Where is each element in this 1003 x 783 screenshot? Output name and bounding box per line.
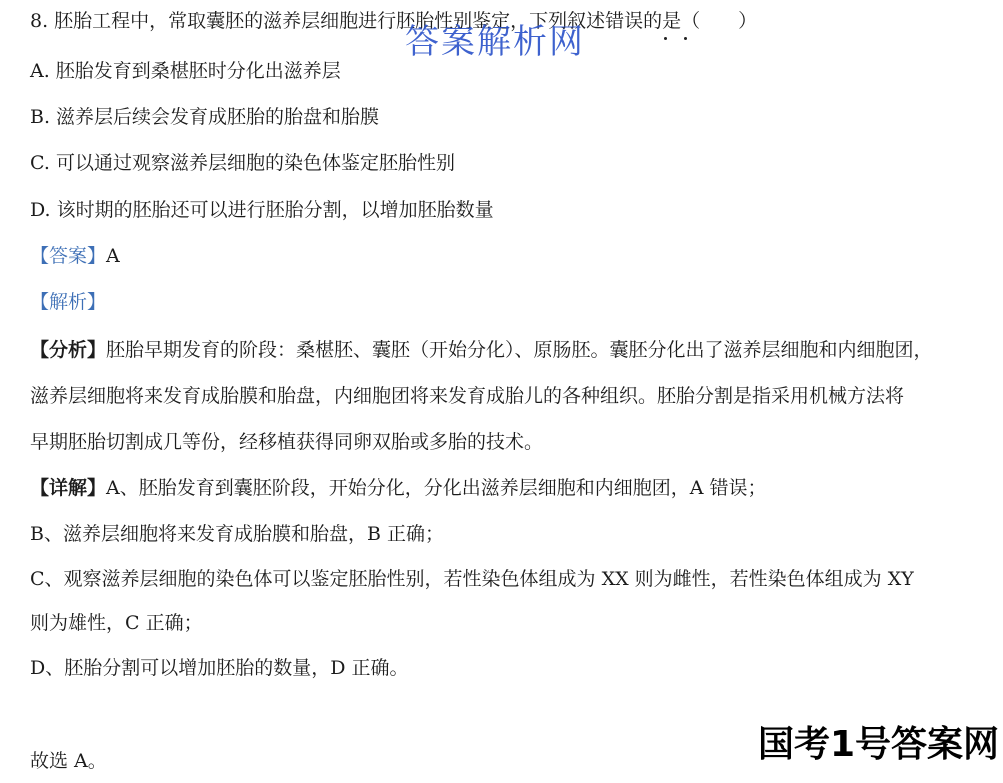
option-b: B. 滋养层后续会发育成胚胎的胎盘和胎膜 <box>30 106 380 128</box>
xiangjie-line-4: 则为雄性，C 正确； <box>30 612 203 634</box>
answer-value: A <box>106 245 120 267</box>
answer-line <box>30 244 120 268</box>
fenxi-line-1 <box>30 338 933 362</box>
xiangjie-line-5: D、胚胎分割可以增加胚胎的数量，D 正确。 <box>30 657 409 679</box>
option-c: C. 可以通过观察滋养层细胞的染色体鉴定胚胎性别 <box>30 152 455 174</box>
conclusion: 故选 A。 <box>30 750 107 772</box>
fenxi-line-2: 滋养层细胞将来发育成胎膜和胎盘，内细胞团将来发育成胎儿的各种组织。胚胎分割是指采用机械方法将 <box>30 385 905 407</box>
xiangjie-text-1: A、胚胎发育到囊胚阶段，开始分化，分化出滋养层细胞和内细胞团，A 错误； <box>106 477 767 499</box>
analysis-heading <box>30 290 106 314</box>
answer-label: 【答案】 <box>30 245 107 267</box>
fenxi-line-3: 早期胚胎切割成几等份，经移植获得同卵双胎或多胎的技术。 <box>30 431 544 453</box>
fenxi-text-1: 胚胎早期发育的阶段：桑椹胚、囊胚（开始分化）、原肠胚。囊胚分化出了滋养层细胞和内细胞团， <box>106 339 933 361</box>
emphasis-dot <box>664 37 667 40</box>
xiangjie-line-2: B、滋养层细胞将来发育成胎膜和胎盘，B 正确； <box>30 523 444 545</box>
option-a: A. 胚胎发育到桑椹胚时分化出滋养层 <box>30 60 341 82</box>
question-stem: 8. 胚胎工程中，常取囊胚的滋养层细胞进行胚胎性别鉴定，下列叙述错误的是（ ） <box>30 10 758 32</box>
xiangjie-label: 【详解】 <box>30 477 107 499</box>
fenxi-label: 【分析】 <box>30 339 107 361</box>
emphasis-dot <box>684 37 687 40</box>
option-d: D. 该时期的胚胎还可以进行胚胎分割，以增加胚胎数量 <box>30 199 494 221</box>
xiangjie-line-1 <box>30 476 767 500</box>
analysis-label: 【解析】 <box>30 291 107 313</box>
xiangjie-line-3: C、观察滋养层细胞的染色体可以鉴定胚胎性别，若性染色体组成为 XX 则为雌性，若性染色体组成为 XY <box>30 568 914 590</box>
watermark-bottom: 国考1号答案网 <box>757 724 999 765</box>
watermark-top: 答案解析网 <box>405 22 585 62</box>
